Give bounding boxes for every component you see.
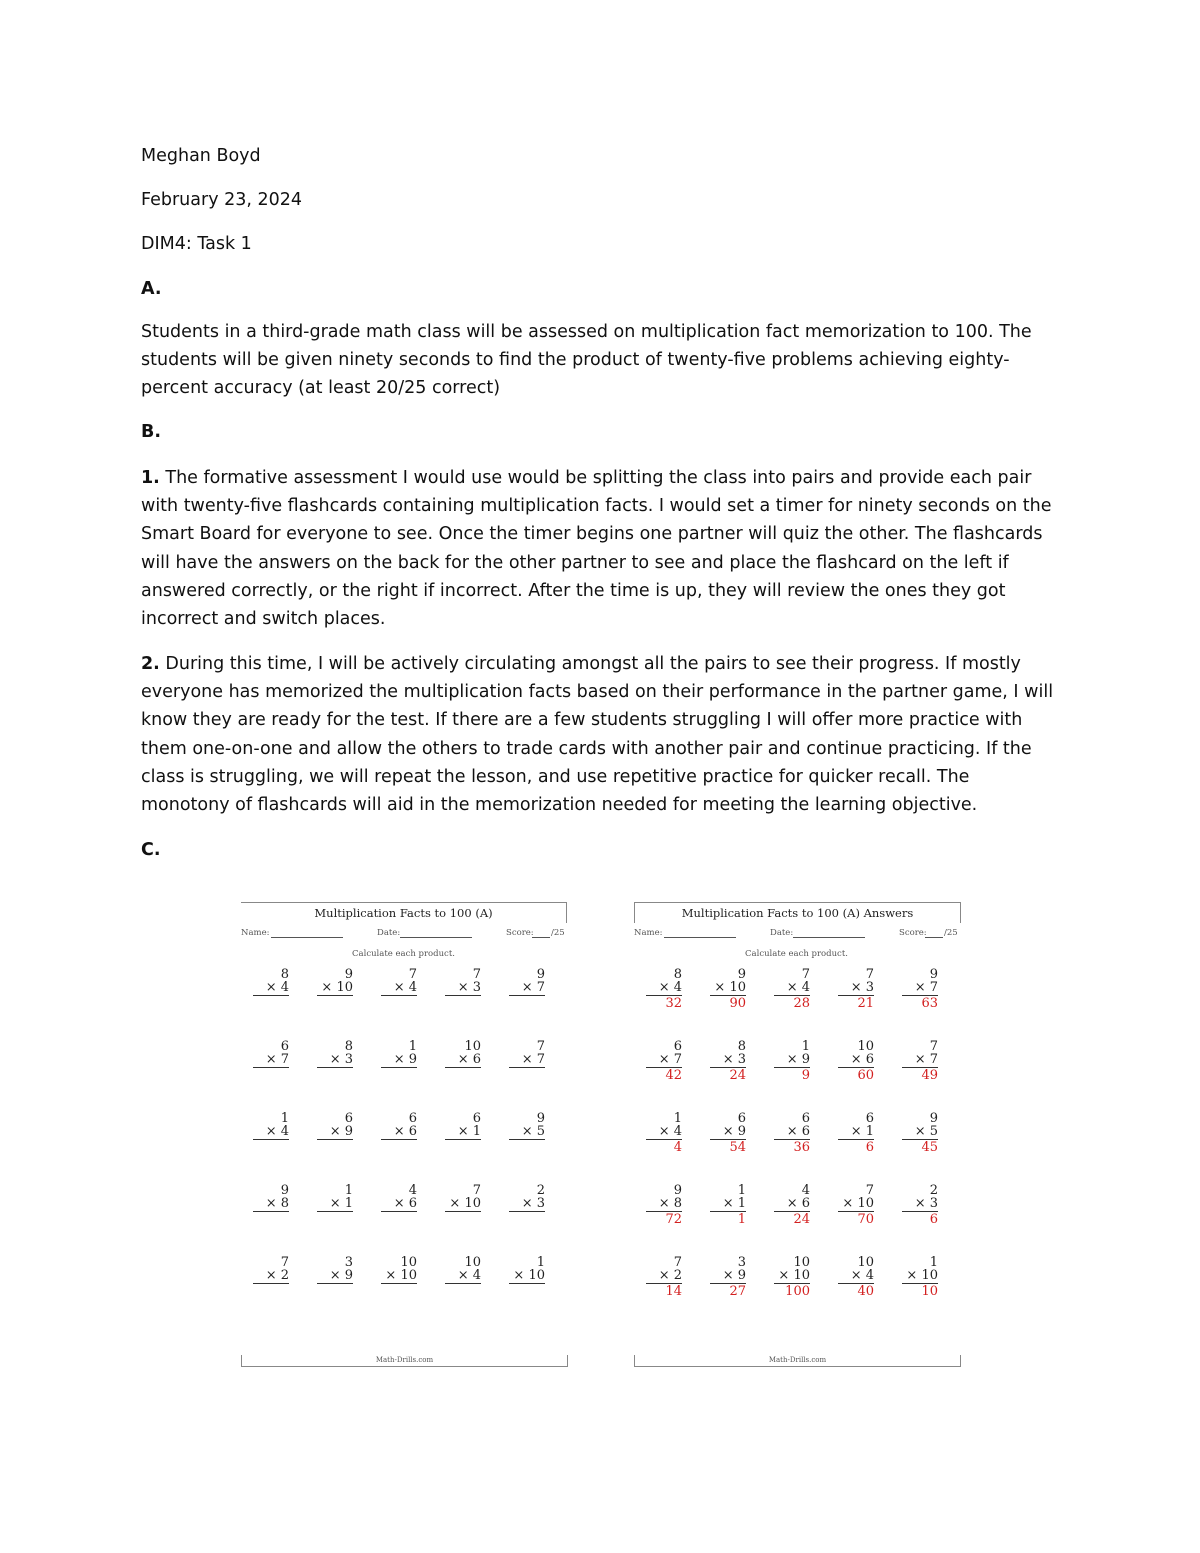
b2-text: During this time, I will be actively circulating amongst all the pairs to see their progress. If mostly everyone has memorized the multiplication facts based on their performance in the partner game, I will know they are ready for the test. If there are a few students struggling I will offer more practice with them one-on-one and allow the others to trade cards with another pair and continue practicing. If the class is struggling, we will repeat the lesson, and use repetitive practice for quicker recall. The monotony of flashcards will aid in the memorization needed for meeting the learning objective.	[141, 654, 1054, 816]
b1-number: 1.	[141, 468, 160, 488]
section-b2-paragraph	[141, 650, 1056, 819]
multiplier: × 3	[317, 1053, 353, 1068]
worksheet-image	[241, 902, 567, 1372]
answer-sheet-problem	[646, 1256, 682, 1298]
product-answer: 27	[729, 1284, 746, 1299]
answer-sheet-meta	[634, 928, 959, 944]
multiplicand: 2	[536, 1183, 545, 1198]
product-answer: 60	[857, 1068, 874, 1083]
product-answer: 72	[665, 1212, 682, 1227]
worksheet-problem	[381, 1256, 417, 1284]
score-total: /25	[551, 928, 565, 938]
product-answer: 6	[929, 1212, 938, 1227]
section-b-heading: B.	[141, 422, 161, 442]
product-answer: 70	[857, 1212, 874, 1227]
multiplier: × 10	[317, 981, 353, 996]
multiplicand: 7	[673, 1255, 682, 1270]
multiplier: × 9	[317, 1125, 353, 1140]
multiplier: × 3	[509, 1197, 545, 1212]
product-answer: 10	[921, 1284, 938, 1299]
product-answer: 21	[857, 996, 874, 1011]
multiplier: × 1	[838, 1125, 874, 1140]
answer-sheet-problem	[838, 1184, 874, 1226]
multiplicand: 7	[472, 967, 481, 982]
multiplicand: 7	[408, 967, 417, 982]
multiplier: × 2	[253, 1269, 289, 1284]
multiplicand: 4	[801, 1183, 810, 1198]
multiplier: × 7	[646, 1053, 682, 1068]
document-date: February 23, 2024	[141, 190, 303, 210]
section-b1-paragraph	[141, 464, 1056, 633]
product-answer: 6	[865, 1140, 874, 1155]
multiplier: × 4	[774, 981, 810, 996]
product-answer: 9	[801, 1068, 810, 1083]
worksheet-problem	[253, 1184, 289, 1212]
multiplier: × 6	[381, 1125, 417, 1140]
multiplier: × 3	[902, 1197, 938, 1212]
worksheet-problem	[317, 1256, 353, 1284]
answer-sheet-problem	[902, 1256, 938, 1298]
section-a-text: Students in a third-grade math class will be assessed on multiplication fact memorization to 100. The students will be given ninety seconds to find the product of twenty-five problems achieving eighty-percent accuracy (at least 20/25 correct)	[141, 322, 1032, 399]
multiplicand: 2	[929, 1183, 938, 1198]
multiplicand: 1	[344, 1183, 353, 1198]
multiplicand: 1	[801, 1039, 810, 1054]
worksheet-problem	[445, 1040, 481, 1068]
answer-sheet-problem	[646, 1040, 682, 1082]
multiplicand: 1	[280, 1111, 289, 1126]
worksheet-problem	[317, 1112, 353, 1140]
worksheet-problem	[381, 1112, 417, 1140]
multiplicand: 9	[737, 967, 746, 982]
product-answer: 54	[729, 1140, 746, 1155]
multiplicand: 10	[400, 1255, 417, 1270]
worksheet-footer: Math-Drills.com	[241, 1355, 568, 1367]
answer-sheet-instruction: Calculate each product.	[745, 949, 848, 959]
multiplicand: 9	[280, 1183, 289, 1198]
multiplicand: 7	[865, 967, 874, 982]
product-answer: 1	[737, 1212, 746, 1227]
date-label: Date:	[770, 928, 794, 938]
answer-sheet-image	[634, 902, 960, 1372]
worksheet-problem	[317, 1184, 353, 1212]
answer-sheet-problem	[710, 1256, 746, 1298]
multiplier: × 4	[253, 1125, 289, 1140]
answer-sheet-problem	[646, 968, 682, 1010]
multiplier: × 10	[381, 1269, 417, 1284]
product-answer: 42	[665, 1068, 682, 1083]
worksheet-problem	[509, 1040, 545, 1068]
worksheet-problem	[381, 968, 417, 996]
score-total: /25	[944, 928, 958, 938]
multiplier: × 7	[509, 1053, 545, 1068]
multiplicand: 7	[801, 967, 810, 982]
name-label: Name:	[241, 928, 270, 938]
multiplicand: 1	[408, 1039, 417, 1054]
multiplicand: 10	[464, 1255, 481, 1270]
multiplier: × 3	[838, 981, 874, 996]
product-answer: 45	[921, 1140, 938, 1155]
worksheet-problem	[253, 1040, 289, 1068]
multiplier: × 3	[445, 981, 481, 996]
multiplier: × 8	[253, 1197, 289, 1212]
product-answer: 49	[921, 1068, 938, 1083]
date-label: Date:	[377, 928, 401, 938]
multiplicand: 8	[737, 1039, 746, 1054]
b1-text: The formative assessment I would use would be splitting the class into pairs and provide each pair with twenty-five flashcards containing multiplication facts. I would set a timer for ninety seconds on the Smart Board for everyone to see. Once the timer begins one partner will quiz the other. The flashcards will have the answers on the back for the other partner to see and place the flashcard on the left if answered correctly, or the right if incorrect. After the time is up, they will review the ones they got incorrect and switch places.	[141, 468, 1052, 630]
multiplier: × 7	[253, 1053, 289, 1068]
worksheet-problem	[445, 1112, 481, 1140]
multiplicand: 9	[929, 967, 938, 982]
answer-sheet-problem	[710, 1040, 746, 1082]
multiplier: × 6	[838, 1053, 874, 1068]
worksheet-problem	[509, 968, 545, 996]
section-a-heading: A.	[141, 279, 162, 299]
worksheet-problem	[509, 1112, 545, 1140]
multiplicand: 6	[280, 1039, 289, 1054]
answer-sheet-problem	[838, 968, 874, 1010]
multiplicand: 7	[536, 1039, 545, 1054]
worksheet-title: Multiplication Facts to 100 (A)	[241, 902, 567, 923]
product-answer: 63	[921, 996, 938, 1011]
answer-sheet-title: Multiplication Facts to 100 (A) Answers	[634, 902, 961, 923]
worksheet-problem	[445, 1256, 481, 1284]
multiplicand: 9	[536, 967, 545, 982]
answer-sheet-problem	[646, 1184, 682, 1226]
answer-sheet-problem	[902, 968, 938, 1010]
multiplicand: 6	[865, 1111, 874, 1126]
answer-sheet-problem	[838, 1040, 874, 1082]
answer-sheet-problem	[902, 1112, 938, 1154]
course-task: DIM4: Task 1	[141, 234, 252, 254]
product-answer: 24	[729, 1068, 746, 1083]
multiplicand: 10	[793, 1255, 810, 1270]
name-label: Name:	[634, 928, 663, 938]
multiplier: × 1	[710, 1197, 746, 1212]
multiplier: × 10	[710, 981, 746, 996]
multiplier: × 10	[445, 1197, 481, 1212]
answer-sheet-problem	[710, 1112, 746, 1154]
worksheet-problem	[445, 968, 481, 996]
multiplicand: 8	[280, 967, 289, 982]
multiplicand: 8	[344, 1039, 353, 1054]
answer-sheet-problem	[646, 1112, 682, 1154]
worksheet-problem	[253, 968, 289, 996]
multiplier: × 2	[646, 1269, 682, 1284]
multiplier: × 6	[381, 1197, 417, 1212]
multiplier: × 7	[902, 1053, 938, 1068]
product-answer: 36	[793, 1140, 810, 1155]
multiplicand: 9	[673, 1183, 682, 1198]
worksheet-problem	[381, 1040, 417, 1068]
multiplier: × 9	[774, 1053, 810, 1068]
worksheet-problem	[317, 968, 353, 996]
worksheet-problem	[381, 1184, 417, 1212]
multiplicand: 7	[472, 1183, 481, 1198]
multiplicand: 3	[344, 1255, 353, 1270]
multiplicand: 1	[737, 1183, 746, 1198]
worksheet-problem	[253, 1256, 289, 1284]
multiplicand: 6	[408, 1111, 417, 1126]
multiplier: × 7	[509, 981, 545, 996]
product-answer: 24	[793, 1212, 810, 1227]
multiplier: × 4	[381, 981, 417, 996]
multiplier: × 4	[445, 1269, 481, 1284]
product-answer: 100	[785, 1284, 810, 1299]
worksheet-instruction: Calculate each product.	[352, 949, 455, 959]
multiplier: × 7	[902, 981, 938, 996]
score-label: Score:	[899, 928, 927, 938]
multiplier: × 5	[902, 1125, 938, 1140]
answer-sheet-problem	[774, 1040, 810, 1082]
multiplier: × 6	[445, 1053, 481, 1068]
multiplier: × 5	[509, 1125, 545, 1140]
product-answer: 90	[729, 996, 746, 1011]
multiplicand: 10	[857, 1039, 874, 1054]
multiplier: × 4	[253, 981, 289, 996]
multiplicand: 6	[737, 1111, 746, 1126]
multiplier: × 6	[774, 1197, 810, 1212]
answer-sheet-problem	[774, 1184, 810, 1226]
multiplier: × 4	[646, 1125, 682, 1140]
answer-sheet-problem	[902, 1184, 938, 1226]
answer-sheet-footer: Math-Drills.com	[634, 1355, 961, 1367]
answer-sheet-problem	[774, 968, 810, 1010]
multiplier: × 9	[710, 1125, 746, 1140]
multiplicand: 9	[536, 1111, 545, 1126]
multiplicand: 6	[673, 1039, 682, 1054]
worksheet-problem	[253, 1112, 289, 1140]
answer-sheet-problem	[838, 1256, 874, 1298]
multiplicand: 4	[408, 1183, 417, 1198]
multiplicand: 9	[344, 967, 353, 982]
author-name: Meghan Boyd	[141, 146, 261, 166]
multiplier: × 4	[838, 1269, 874, 1284]
worksheet-problem	[509, 1184, 545, 1212]
multiplier: × 6	[774, 1125, 810, 1140]
answer-sheet-problem	[710, 1184, 746, 1226]
worksheet-problem	[445, 1184, 481, 1212]
multiplicand: 10	[857, 1255, 874, 1270]
multiplier: × 8	[646, 1197, 682, 1212]
product-answer: 4	[673, 1140, 682, 1155]
multiplicand: 1	[673, 1111, 682, 1126]
multiplicand: 7	[865, 1183, 874, 1198]
multiplier: × 1	[317, 1197, 353, 1212]
multiplicand: 9	[929, 1111, 938, 1126]
multiplier: × 10	[902, 1269, 938, 1284]
multiplier: × 1	[445, 1125, 481, 1140]
multiplicand: 7	[929, 1039, 938, 1054]
worksheet-problem	[317, 1040, 353, 1068]
answer-sheet-problem	[838, 1112, 874, 1154]
multiplier: × 3	[710, 1053, 746, 1068]
worksheet-meta	[241, 928, 566, 944]
product-answer: 14	[665, 1284, 682, 1299]
product-answer: 32	[665, 996, 682, 1011]
answer-sheet-problem	[774, 1256, 810, 1298]
multiplicand: 3	[737, 1255, 746, 1270]
multiplier: × 10	[838, 1197, 874, 1212]
multiplicand: 1	[536, 1255, 545, 1270]
multiplicand: 6	[801, 1111, 810, 1126]
worksheet-problem	[509, 1256, 545, 1284]
answer-sheet-problem	[774, 1112, 810, 1154]
section-c-heading: C.	[141, 840, 161, 860]
answer-sheet-problem	[710, 968, 746, 1010]
multiplicand: 6	[344, 1111, 353, 1126]
multiplier: × 4	[646, 981, 682, 996]
score-label: Score:	[506, 928, 534, 938]
multiplicand: 10	[464, 1039, 481, 1054]
multiplier: × 10	[774, 1269, 810, 1284]
b2-number: 2.	[141, 654, 160, 674]
multiplicand: 8	[673, 967, 682, 982]
multiplicand: 1	[929, 1255, 938, 1270]
multiplier: × 9	[710, 1269, 746, 1284]
product-answer: 28	[793, 996, 810, 1011]
multiplier: × 9	[381, 1053, 417, 1068]
multiplier: × 9	[317, 1269, 353, 1284]
multiplicand: 7	[280, 1255, 289, 1270]
product-answer: 40	[857, 1284, 874, 1299]
multiplier: × 10	[509, 1269, 545, 1284]
answer-sheet-problem	[902, 1040, 938, 1082]
multiplicand: 6	[472, 1111, 481, 1126]
